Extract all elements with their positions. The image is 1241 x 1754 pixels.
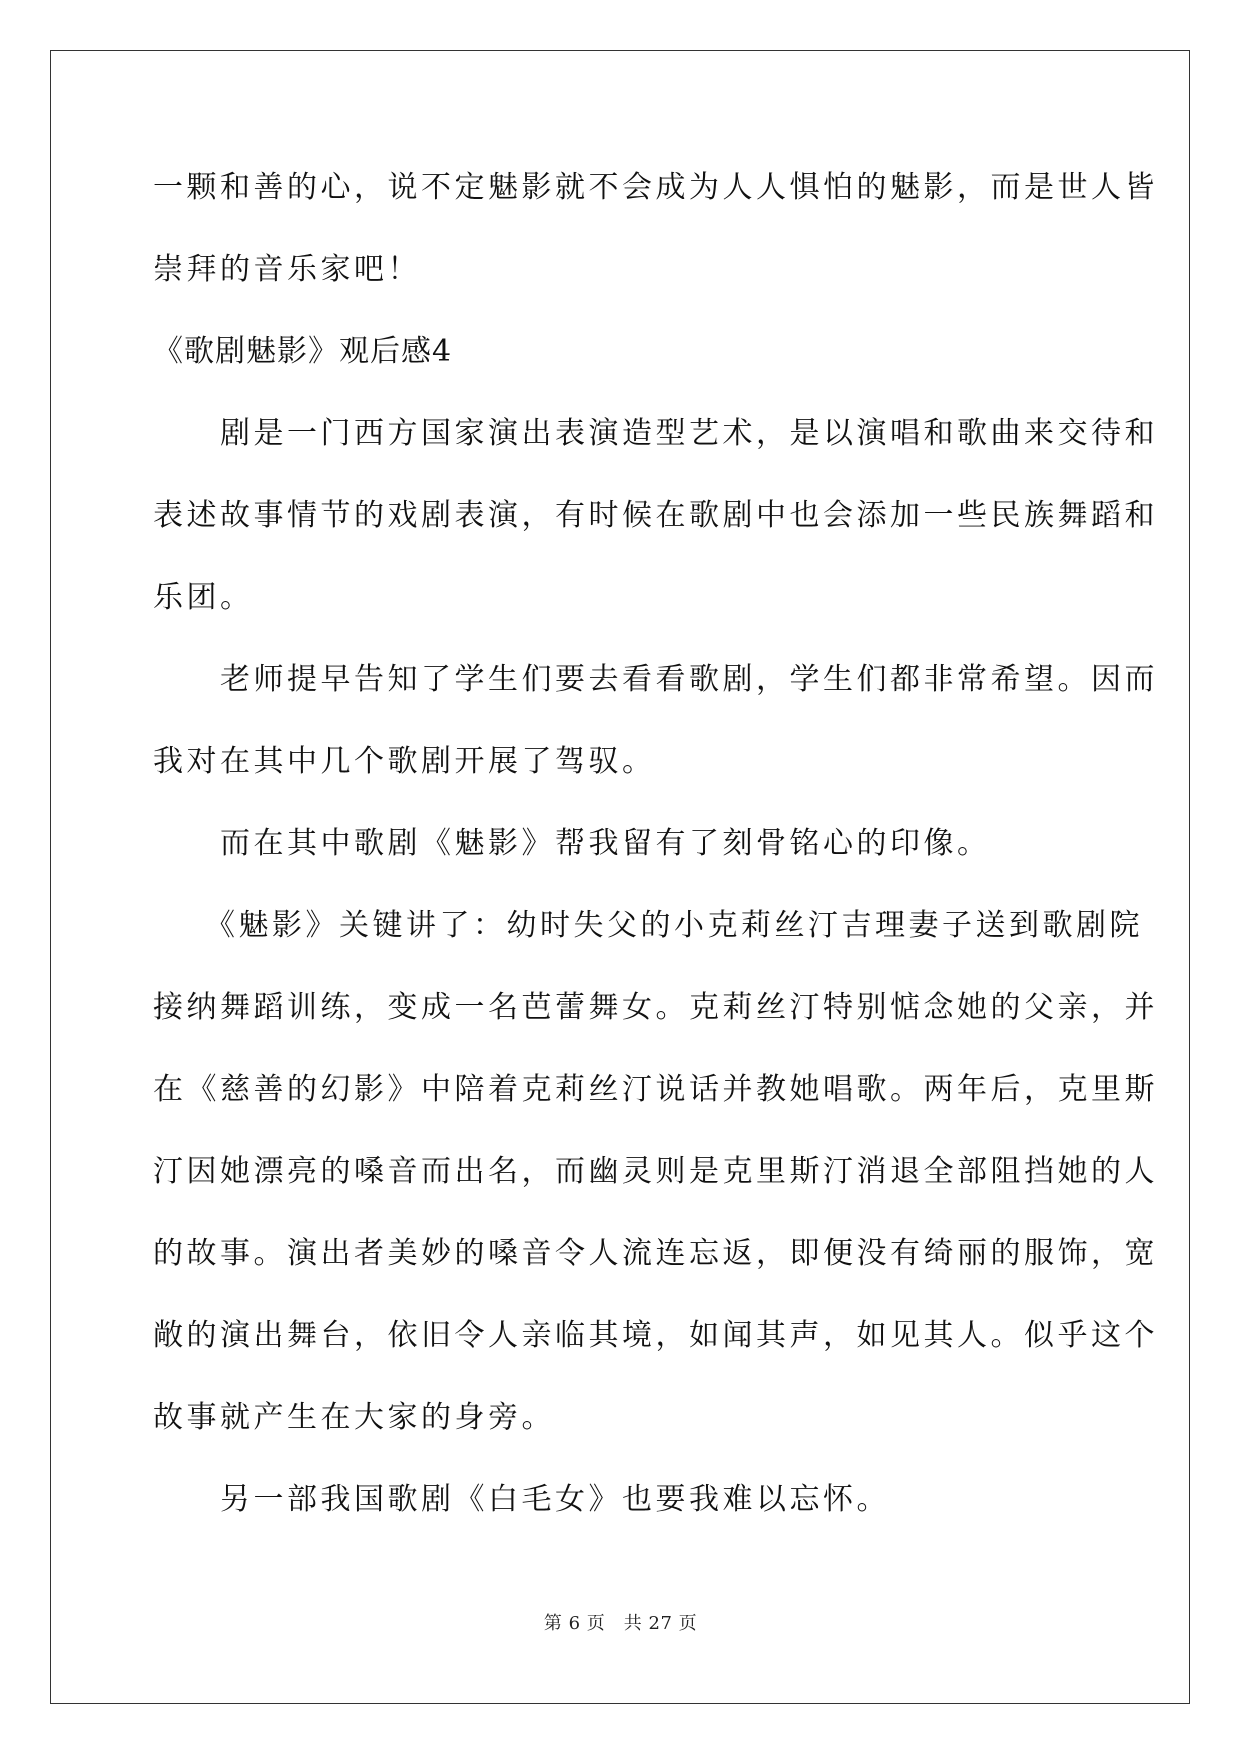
text-line: 另一部我国歌剧《白毛女》也要我难以忘怀。 [153,1482,890,1517]
text-line: 剧是一门西方国家演出表演造型艺术，是以演唱和歌曲来交待和 [153,416,1158,451]
text-line: 汀因她漂亮的嗓音而出名，而幽灵则是克里斯汀消退全部阻挡她的人 [153,1154,1158,1189]
text-line: 《魅影》关键讲了：幼时失父的小克莉丝汀吉理妻子送到歌剧院 [153,908,1143,943]
page-border [50,50,1190,1704]
text-line: 表述故事情节的戏剧表演，有时候在歌剧中也会添加一些民族舞蹈和 [153,498,1158,533]
text-line: 老师提早告知了学生们要去看看歌剧，学生们都非常希望。因而 [153,662,1158,697]
text-line: 敞的演出舞台，依旧令人亲临其境，如闻其声，如见其人。似乎这个 [153,1318,1158,1353]
section-heading: 《歌剧魅影》观后感4 [153,334,453,369]
text-line: 在《慈善的幻影》中陪着克莉丝汀说话并教她唱歌。两年后，克里斯 [153,1072,1158,1107]
text-line: 我对在其中几个歌剧开展了驾驭。 [153,744,656,779]
text-line: 崇拜的音乐家吧！ [153,252,421,287]
text-line: 接纳舞蹈训练，变成一名芭蕾舞女。克莉丝汀特别惦念她的父亲，并 [153,990,1158,1025]
page-number: 第 6 页 共 27 页 [543,1613,698,1634]
text-line: 乐团。 [153,580,254,615]
text-line: 一颗和善的心，说不定魅影就不会成为人人惧怕的魅影，而是世人皆 [153,170,1158,205]
text-line: 故事就产生在大家的身旁。 [153,1400,555,1435]
text-line: 的故事。演出者美妙的嗓音令人流连忘返，即便没有绮丽的服饰，宽 [153,1236,1158,1271]
text-line: 而在其中歌剧《魅影》帮我留有了刻骨铭心的印像。 [153,826,991,861]
